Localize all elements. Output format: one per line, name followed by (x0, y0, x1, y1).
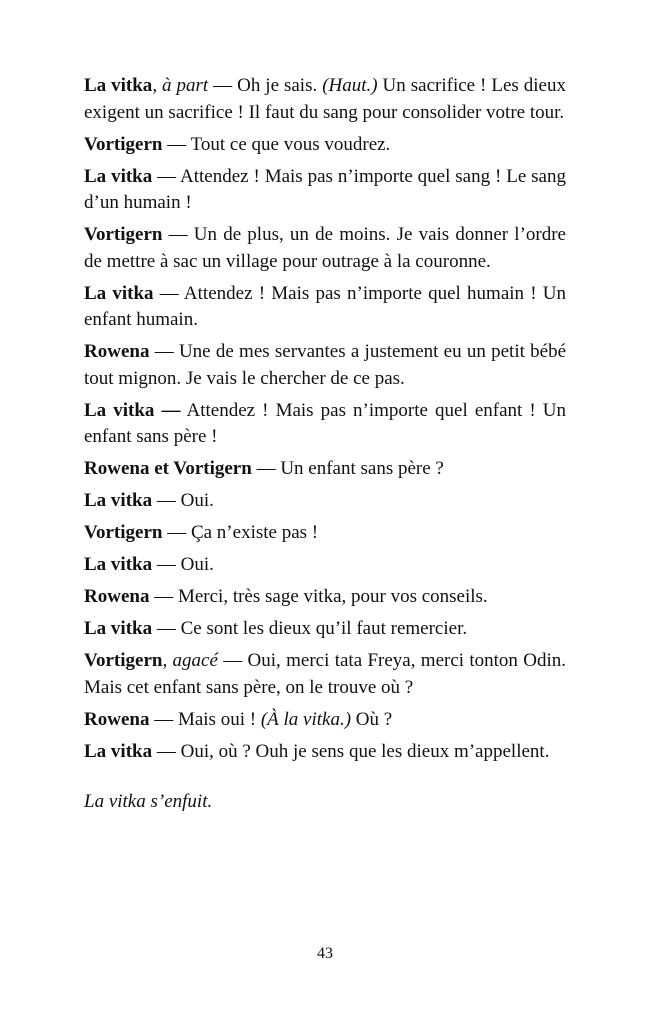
dialogue-text: Où ? (351, 708, 393, 730)
stage-aside: (Haut.) (322, 75, 378, 96)
dialogue-text: — Merci, très sage vitka, pour vos conseils. (149, 586, 488, 607)
dialogue-line (84, 339, 566, 392)
dialogue-text: — Attendez ! Mais pas n’importe quel humain ! Un enfant humain. (84, 282, 566, 330)
speaker-name: La vitka (84, 165, 153, 187)
dialogue-text: — Une de mes servantes a justement eu un petit bébé tout mignon. Je vais le chercher de ce pas. (84, 341, 566, 389)
speaker-name: La vitka (84, 75, 153, 96)
dialogue-line (84, 456, 566, 483)
speaker-name: La vitka (84, 618, 153, 639)
dialogue-line (84, 398, 566, 451)
dialogue-line (84, 552, 566, 579)
dialogue-text: — Un enfant sans père ? (251, 458, 444, 479)
dialogue-line (84, 132, 566, 159)
page-body (84, 73, 566, 821)
dialogue-text: Attendez ! Mais pas n’importe quel enfant ! Un enfant sans père ! (84, 399, 566, 447)
stage-direction: La vitka s’enfuit. (84, 791, 213, 812)
dialogue-text: — Oui. (152, 490, 214, 511)
dialogue-text: , (162, 650, 173, 671)
dialogue-line (84, 488, 566, 515)
dialogue-line (84, 739, 566, 766)
dialogue-line (84, 707, 566, 734)
speaker-name: La vitka — (84, 399, 181, 421)
dialogue-line (84, 616, 566, 643)
dialogue-text: — Oui. (152, 554, 214, 575)
dialogue-text: — Oui, où ? Ouh je sens que les dieux m’appellent. (152, 740, 550, 762)
dialogue-text: — Ça n’existe pas ! (162, 522, 319, 543)
dialogue-text: — Ce sont les dieux qu’il faut remercier. (152, 618, 468, 639)
dialogue-line (84, 222, 566, 275)
stage-aside: (À la vitka.) (260, 708, 352, 730)
stage-aside: agacé (172, 650, 218, 671)
speaker-name: Vortigern (84, 224, 163, 245)
dialogue-text: — Tout ce que vous voudrez. (162, 133, 391, 155)
speaker-name: Rowena (84, 586, 150, 607)
dialogue-text: — Un de plus, un de moins. Je vais donner l’ordre de mettre à sac un village pour outrage à la couronne. (84, 224, 566, 272)
dialogue-line (84, 520, 566, 547)
speaker-name: La vitka (84, 282, 154, 304)
speaker-name: Rowena et Vortigern (84, 458, 252, 479)
speaker-name: La vitka (84, 490, 153, 511)
dialogue-text: , (152, 75, 163, 96)
dialogue-text: — Oh je sais. (208, 75, 323, 96)
speaker-name: Vortigern (84, 650, 163, 671)
dialogue-line (84, 584, 566, 611)
dialogue-text: — Mais oui ! (149, 708, 261, 730)
speaker-name: Rowena (84, 341, 150, 362)
speaker-name: La vitka (84, 740, 153, 762)
dialogue-text: — Attendez ! Mais pas n’importe quel sang ! Le sang d’un humain ! (84, 165, 566, 213)
speaker-name: La vitka (84, 554, 153, 575)
dialogue-line (84, 281, 566, 334)
speaker-name: Vortigern (84, 133, 163, 155)
dialogue-text: Un sacrifice ! Les dieux exigent un sacrifice ! Il faut du sang pour consolider votre tour. (84, 75, 566, 123)
dialogue-line (84, 164, 566, 217)
dialogue-line (84, 648, 566, 701)
page-number: 43 (317, 945, 333, 962)
speaker-name: Rowena (84, 708, 150, 730)
speaker-name: Vortigern (84, 522, 163, 543)
dialogue-line (84, 73, 566, 126)
dialogue-text: — Oui, merci tata Freya, merci tonton Odin. Mais cet enfant sans père, on le trouve où ? (84, 650, 566, 698)
stage-aside: à part (162, 75, 209, 96)
